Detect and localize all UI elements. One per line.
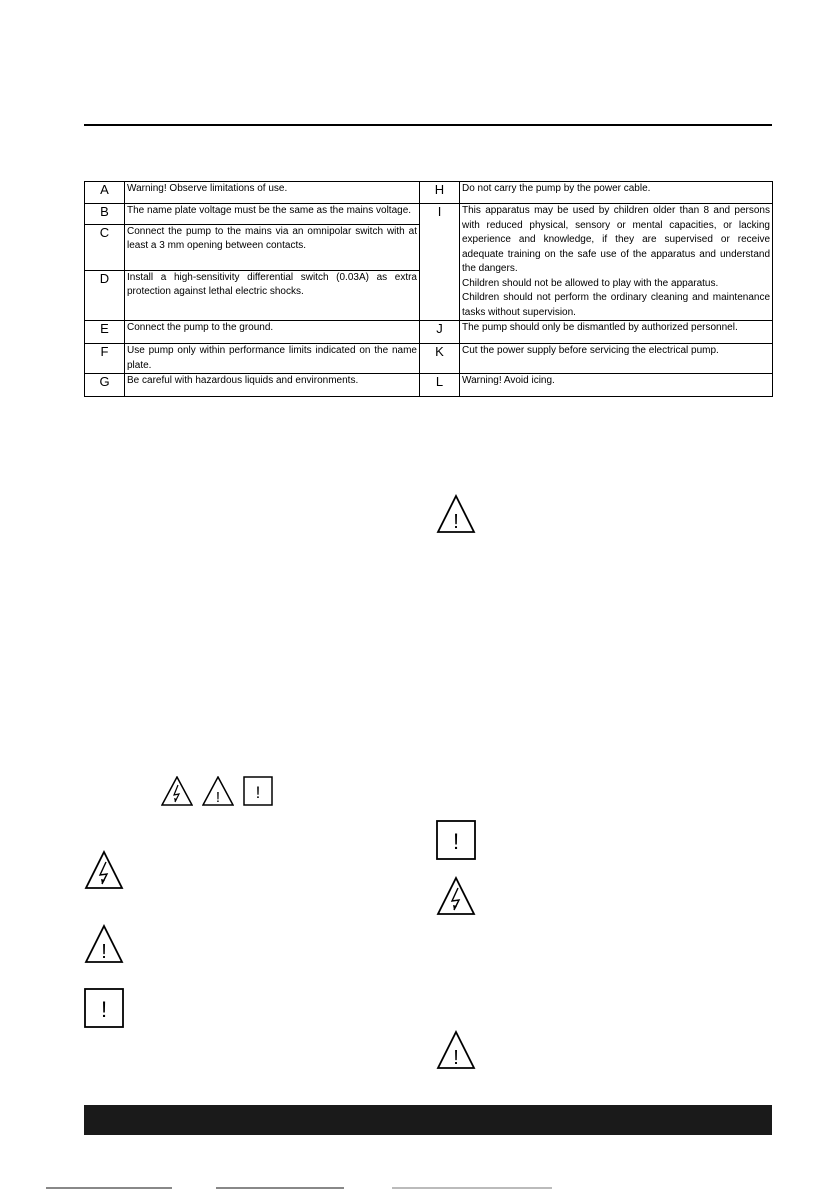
svg-text:!: !: [453, 511, 459, 533]
svg-text:!: !: [215, 789, 221, 806]
row-letter: C: [85, 224, 125, 270]
row-text: Warning! Avoid icing.: [460, 374, 773, 397]
row-text: The name plate voltage must be the same as the mains voltage.: [125, 204, 420, 225]
row-letter: A: [85, 182, 125, 204]
general-warning-icon: [436, 1030, 476, 1070]
caution-box-icon: [436, 820, 476, 860]
row-letter: J: [420, 321, 460, 344]
row-text-multi: [460, 204, 773, 321]
footer-line: [216, 1187, 344, 1189]
footer-bar: [84, 1105, 772, 1135]
electric-hazard-icon: [161, 776, 193, 806]
electric-hazard-icon: [436, 876, 476, 916]
row-text: Install a high-sensitivity differential switch (0.03A) as extra protection against lethal electric shocks.: [125, 270, 420, 320]
caution-box-icon: [84, 988, 124, 1028]
row-letter: G: [85, 374, 125, 397]
row-letter: L: [420, 374, 460, 397]
warning-table: [84, 181, 773, 397]
caution-box-icon: [243, 776, 273, 806]
svg-text:!: !: [100, 997, 108, 1022]
general-warning-icon: [202, 776, 234, 806]
electric-hazard-icon: [84, 850, 124, 890]
row-letter: I: [420, 204, 460, 321]
row-text: Do not carry the pump by the power cable.: [460, 182, 773, 204]
row-text-part: Children should not be allowed to play with the apparatus.: [462, 277, 719, 289]
row-text-part: This apparatus may be used by children older than 8 and persons with reduced physical, sensory or mental capacities, or lacking experience and knowledge, if they are supervised or receive adequate training on the safe use of the apparatus and understand the dangers.: [462, 205, 770, 274]
row-text: Cut the power supply before servicing the electrical pump.: [460, 344, 773, 374]
svg-text:!: !: [255, 783, 261, 802]
row-text: Connect the pump to the ground.: [125, 321, 420, 344]
general-warning-icon: [436, 494, 476, 534]
row-text: The pump should only be dismantled by authorized personnel.: [460, 321, 773, 344]
svg-text:!: !: [452, 829, 460, 854]
row-letter: F: [85, 344, 125, 374]
row-text: Connect the pump to the mains via an omnipolar switch with at least a 3 mm opening between contacts.: [125, 224, 420, 270]
general-warning-icon: [84, 924, 124, 964]
row-text: Be careful with hazardous liquids and environments.: [125, 374, 420, 397]
row-letter: E: [85, 321, 125, 344]
row-text: Warning! Observe limitations of use.: [125, 182, 420, 204]
header-rule: [84, 124, 772, 126]
svg-text:!: !: [101, 941, 107, 963]
svg-text:!: !: [453, 1047, 459, 1069]
footer-line: [392, 1187, 552, 1189]
row-text-part: Children should not perform the ordinary cleaning and maintenance tasks without supervision.: [462, 292, 770, 318]
row-letter: D: [85, 270, 125, 320]
row-text: Use pump only within performance limits indicated on the name plate.: [125, 344, 420, 374]
row-letter: B: [85, 204, 125, 225]
row-letter: K: [420, 344, 460, 374]
footer-line: [46, 1187, 172, 1189]
row-letter: H: [420, 182, 460, 204]
